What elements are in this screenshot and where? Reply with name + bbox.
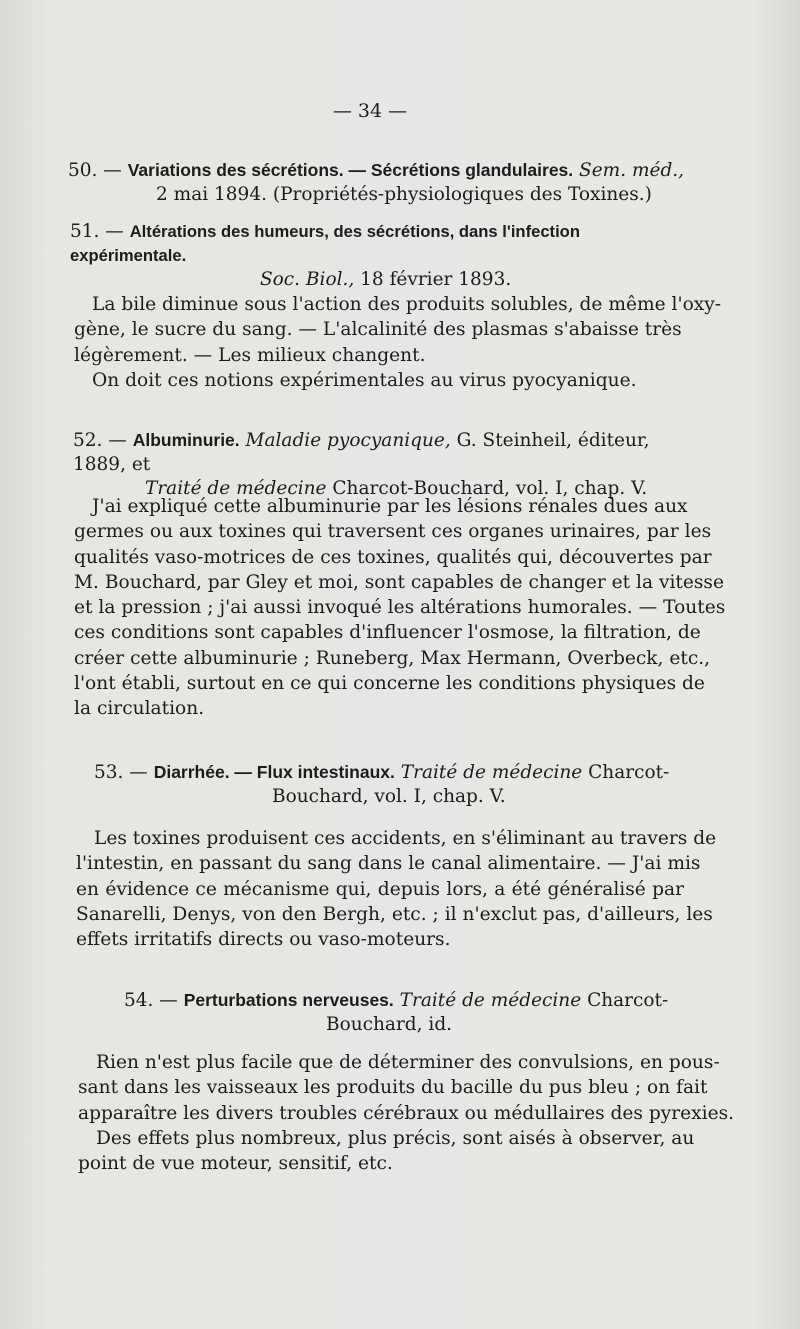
- entry-title: Albuminurie.: [132, 430, 240, 450]
- entry-reference: Sem. méd.,: [579, 160, 685, 181]
- entry-heading-line: [94, 760, 694, 785]
- text-line: l'ont établi, surtout en ce qui concerne les conditions physiques de: [74, 673, 705, 695]
- text-line: gène, le sucre du sang. — L'alcalinité des plasmas s'abaisse très: [74, 319, 682, 341]
- entry-54: [124, 988, 684, 1037]
- text-line: légèrement. — Les milieux changent.: [74, 344, 426, 366]
- text-line: La bile diminue sous l'action des produits solubles, de même l'oxy-: [92, 294, 722, 315]
- entry-reference: Maladie pyocyanique,: [245, 430, 451, 451]
- paragraph-53: [76, 826, 717, 952]
- entry-heading-line: [73, 428, 693, 477]
- entry-reference-continued: Bouchard, vol. I, chap. V.: [272, 786, 506, 807]
- text-line: Des effets plus nombreux, plus précis, sont aisés à observer, au: [96, 1127, 695, 1149]
- text-line: effets irritatifs directs ou vaso-moteurs.: [76, 929, 451, 951]
- text-line: en évidence ce mécanisme qui, depuis lors, a été généralisé par: [76, 878, 684, 900]
- entry-heading-line: [124, 988, 684, 1013]
- text-line: Rien n'est plus facile que de déterminer des convulsions, en pous-: [96, 1052, 720, 1073]
- entry-heading-line: [70, 220, 690, 268]
- entry-reference: Traité de médecine: [399, 990, 582, 1011]
- entry-title: Diarrhée. — Flux intestinaux.: [153, 762, 395, 782]
- paragraph-54: [78, 1050, 735, 1176]
- text-line: J'ai expliqué cette albuminurie par les lésions rénales dues aux: [92, 496, 688, 517]
- entry-number: 51. —: [70, 221, 124, 242]
- entry-number: 54. —: [124, 990, 178, 1011]
- text-line: sant dans les vaisseaux les produits du bacille du pus bleu ; on fait: [78, 1077, 708, 1099]
- entry-heading-line: [68, 158, 688, 183]
- entry-reference-source: Charcot-Bouchard, vol. I, chap. V.: [332, 478, 648, 499]
- paragraph-51: [74, 292, 722, 393]
- text-line: l'intestin, en passant du sang dans le canal alimentaire. — J'ai mis: [76, 853, 701, 875]
- text-line: qualités vaso-motrices de ces toxines, qualités qui, découvertes par: [74, 546, 712, 568]
- page-number: — 34 —: [332, 100, 408, 122]
- entry-number: 50. —: [68, 160, 122, 181]
- entry-reference-continued: Bouchard, id.: [326, 1014, 453, 1035]
- entry-reference-continued: [70, 268, 690, 292]
- entry-reference-source: Charcot-: [587, 990, 669, 1011]
- entry-reference: Traité de médecine: [400, 762, 583, 783]
- entry-50: [68, 158, 688, 207]
- entry-reference-italic: Soc. Biol.,: [260, 269, 355, 290]
- text-line: et la pression ; j'ai aussi invoqué les altérations humorales. — Toutes: [74, 597, 726, 619]
- entry-title: Altérations des humeurs, des sécrétions, dans l'infection expérimentale.: [70, 222, 580, 265]
- text-line: Les toxines produisent ces accidents, en s'éliminant au travers de: [94, 828, 717, 849]
- text-line: On doit ces notions expérimentales au virus pyocyanique.: [92, 369, 637, 391]
- text-line: M. Bouchard, par Gley et moi, sont capables de changer et la vitesse: [74, 571, 724, 593]
- entry-53: [94, 760, 694, 809]
- text-line: apparaître les divers troubles cérébraux ou médullaires des pyrexies.: [78, 1102, 735, 1124]
- entry-publisher: G. Steinheil, éditeur, 1889, et: [73, 430, 650, 475]
- text-line: Sanarelli, Denys, von den Bergh, etc. ; il n'exclut pas, d'ailleurs, les: [76, 903, 713, 925]
- text-line: point de vue moteur, sensitif, etc.: [78, 1153, 393, 1175]
- paragraph-52: [74, 494, 726, 722]
- entry-number: 53. —: [94, 762, 148, 783]
- entry-reference-date: 18 février 1893.: [360, 269, 512, 290]
- entry-51: [70, 220, 690, 292]
- entry-52: [73, 428, 693, 501]
- entry-reference-italic: Traité de médecine: [145, 478, 327, 499]
- text-line: la circulation.: [74, 698, 205, 720]
- text-line: ces conditions sont capables d'influencer l'osmose, la filtration, de: [74, 622, 701, 644]
- text-line: créer cette albuminurie ; Runeberg, Max Hermann, Overbeck, etc.,: [74, 647, 711, 669]
- text-line: germes ou aux toxines qui traversent ces organes urinaires, par les: [74, 521, 712, 543]
- entry-number: 52. —: [73, 430, 127, 451]
- entry-title: Variations des sécrétions. — Sécrétions glandulaires.: [127, 160, 574, 180]
- entry-title: Perturbations nerveuses.: [183, 990, 394, 1010]
- entry-reference-source: Charcot-: [588, 762, 670, 783]
- entry-reference-continued: 2 mai 1894. (Propriétés-physiologiques des Toxines.): [156, 184, 652, 205]
